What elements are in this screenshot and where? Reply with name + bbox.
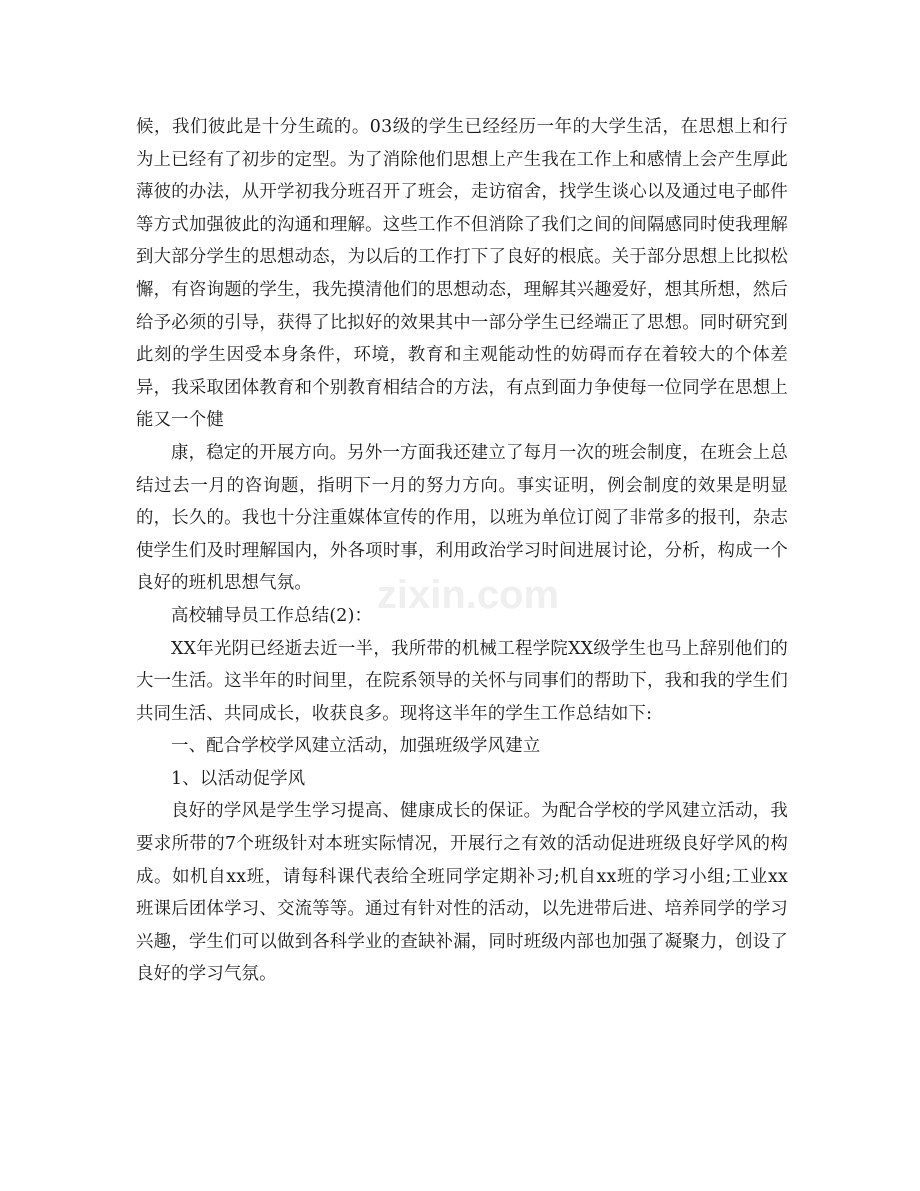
subheading-1: 一、配合学校学风建立活动，加强班级学风建立 — [171, 736, 541, 757]
paragraph-3: XX年光阴已经逝去近一半，我所带的机械工程学院XX级学生也马上辞别他们的大一生活。这半年的时间里，在院系领导的关怀与同事们的帮助下，我和我的学生们共同生活、共同成长，收获良多。现将这半年的学生工作总结如下: — [136, 638, 788, 724]
subheading-2: 1、以活动促学风 — [171, 768, 306, 789]
section-heading: 高校辅导员工作总结(2)： — [171, 605, 373, 626]
paragraph-1: 候，我们彼此是十分生疏的。03级的学生已经经历一年的大学生活，在思想上和行为上已经有了初步的定型。为了消除他们思想上产生我在工作上和感情上会产生厚此薄彼的办法，从开学初我分班召开了班会，走访宿舍，找学生谈心以及通过电子邮件等方式加强彼此的沟通和理解。这些工作不但消除了我们之间的间隔感同时使我理解到大部分学生的思想动态，为以后的工作打下了良好的根底。关于部分思想上比拟松懈，有咨询题的学生，我先摸清他们的思想动态，理解其兴趣爱好，想其所想，然后给予必须的引导，获得了比拟好的效果其中一部分学生已经端正了思想。同时研究到此刻的学生因受本身条件，环境，教育和主观能动性的妨碍而存在着较大的个体差异，我采取团体教育和个别教育相结合的方法，有点到面力争使每一位同学在思想上能又一个健 — [136, 117, 788, 431]
watermark-text: zixin.com — [376, 573, 560, 617]
document-body — [136, 111, 788, 991]
paragraph-4: 良好的学风是学生学习提高、健康成长的保证。为配合学校的学风建立活动，我要求所带的7个班级针对本班实际情况，开展行之有效的活动促进班级良好学风的构成。如机自xx班，请每科课代表给全班同学定期补习;机自xx班的学习小组;工业xx班课后团体学习、交流等等。通过有针对性的活动，以先进带后进、培养同学的学习兴趣，学生们可以做到各科学业的查缺补漏，同时班级内部也加强了凝聚力，创设了良好的学习气氛。 — [136, 801, 788, 985]
paragraph-2: 康，稳定的开展方向。另外一方面我还建立了每月一次的班会制度，在班会上总结过去一月的咨询题，指明下一月的努力方向。事实证明，例会制度的效果是明显的，长久的。我也十分注重媒体宣传的作用，以班为单位订阅了非常多的报刊，杂志使学生们及时理解国内，外各项时事，利用政治学习时间进展讨论，分析，构成一个良好的班机思想气氛。 — [136, 442, 788, 594]
